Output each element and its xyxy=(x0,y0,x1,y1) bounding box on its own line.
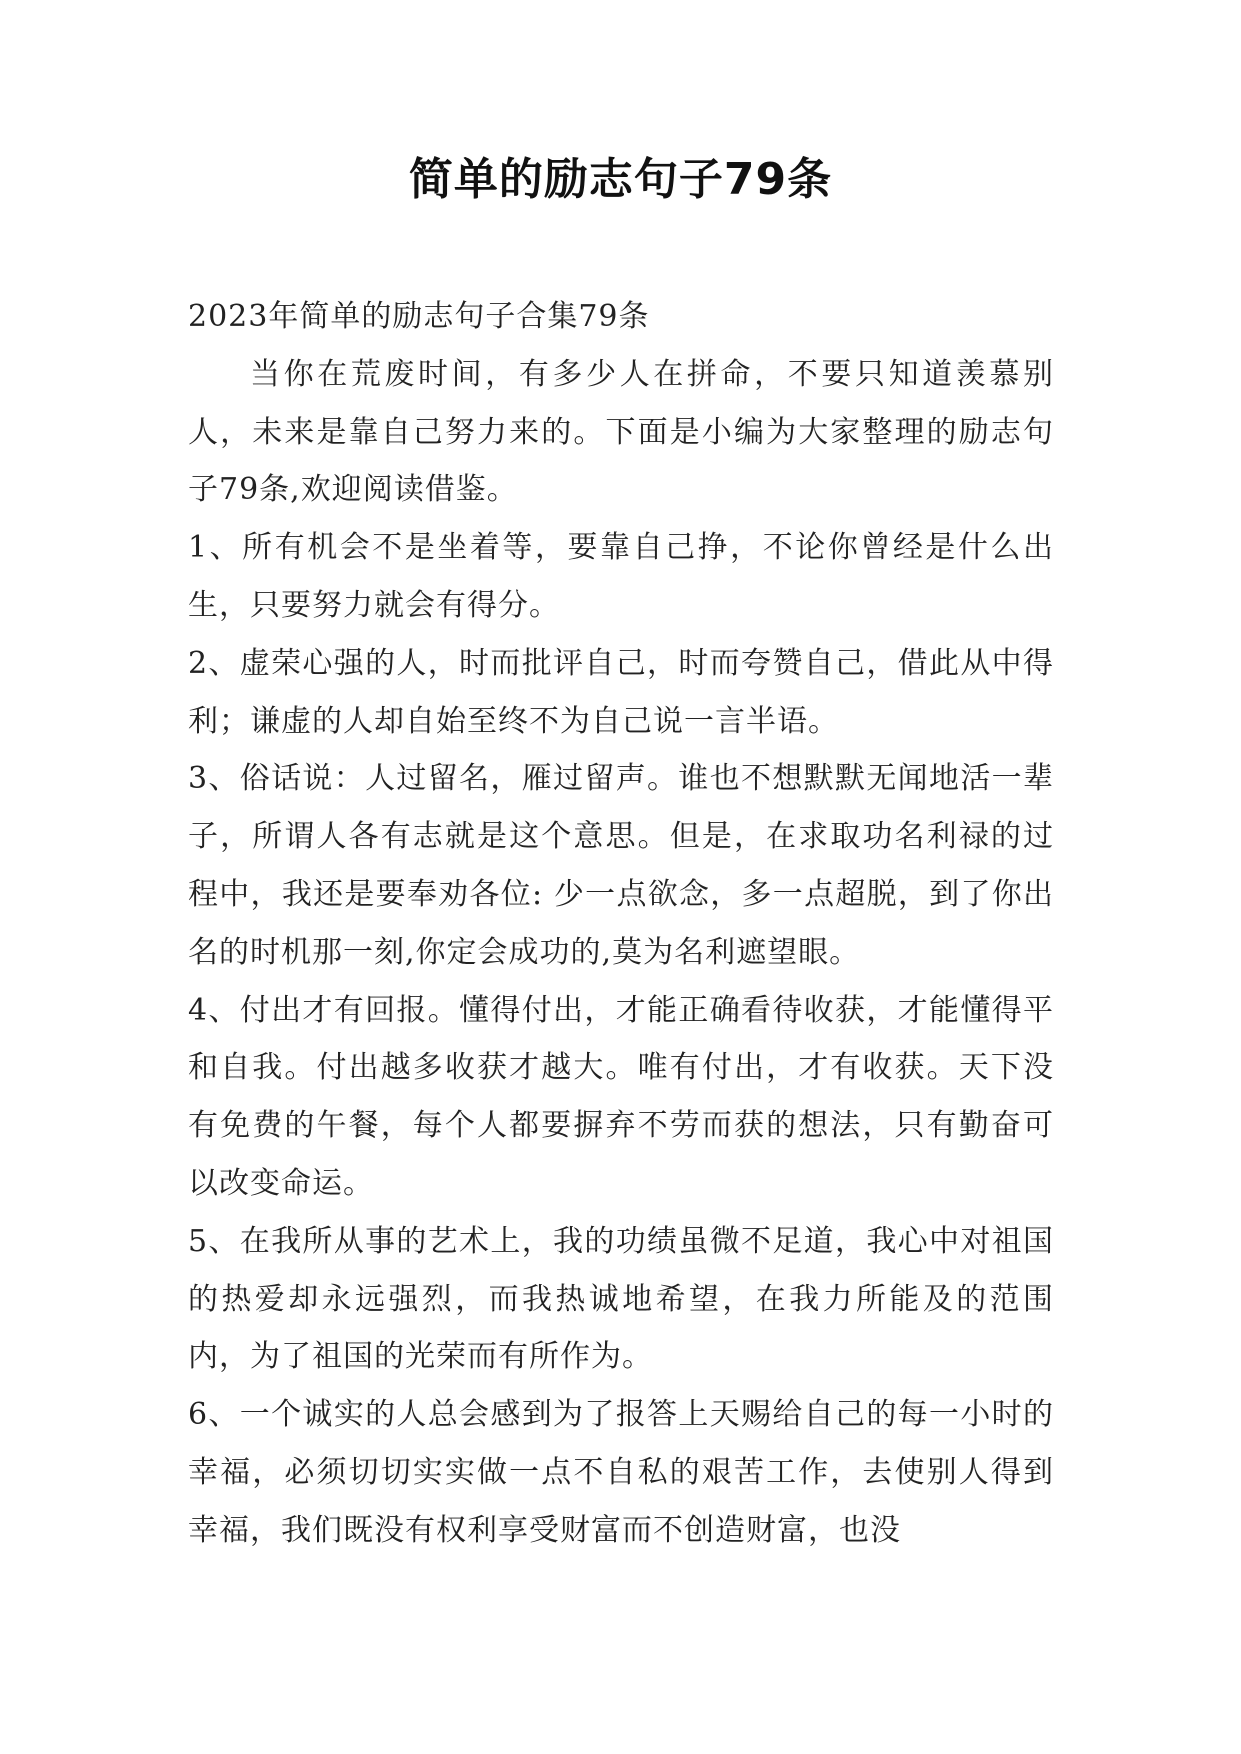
list-item: 5、在我所从事的艺术上，我的功绩虽微不足道，我心中对祖国的热爱却永远强烈，而我热诚地希望，在我力所能及的范围内，为了祖国的光荣而有所作为。 xyxy=(188,1223,1054,1375)
list-item: 2、虚荣心强的人，时而批评自己，时而夸赞自己，借此从中得利；谦虚的人却自始至终不为自己说一言半语。 xyxy=(188,645,1054,739)
list-item: 4、付出才有回报。懂得付出，才能正确看待收获，才能懂得平和自我。付出越多收获才越大。唯有付出，才有收获。天下没有免费的午餐，每个人都要摒弃不劳而获的想法，只有勤奋可以改变命运。 xyxy=(188,992,1054,1201)
document-title: 简单的励志句子79条 xyxy=(408,154,833,205)
list-item: 3、俗话说：人过留名，雁过留声。谁也不想默默无闻地活一辈子，所谓人各有志就是这个意思。但是，在求取功名利禄的过程中，我还是要奉劝各位: 少一点欲念，多一点超脱，到了你出名的时机那一刻,你定会成功的,莫为名利遮望眼。 xyxy=(188,761,1054,970)
intro-paragraph: 当你在荒废时间，有多少人在拼命，不要只知道羡慕别人，未来是靠自己努力来的。下面是小编为大家整理的励志句子79条,欢迎阅读借鉴。 xyxy=(188,356,1054,508)
document-subtitle: 2023年简单的励志句子合集79条 xyxy=(188,299,650,334)
list-item: 1、所有机会不是坐着等，要靠自己挣，不论你曾经是什么出生，只要努力就会有得分。 xyxy=(188,530,1054,623)
document-body xyxy=(188,288,1054,1560)
list-item: 6、一个诚实的人总会感到为了报答上天赐给自己的每一小时的幸福，必须切切实实做一点不自私的艰苦工作，去使别人得到幸福，我们既没有权利享受财富而不创造财富，也没 xyxy=(188,1397,1054,1548)
